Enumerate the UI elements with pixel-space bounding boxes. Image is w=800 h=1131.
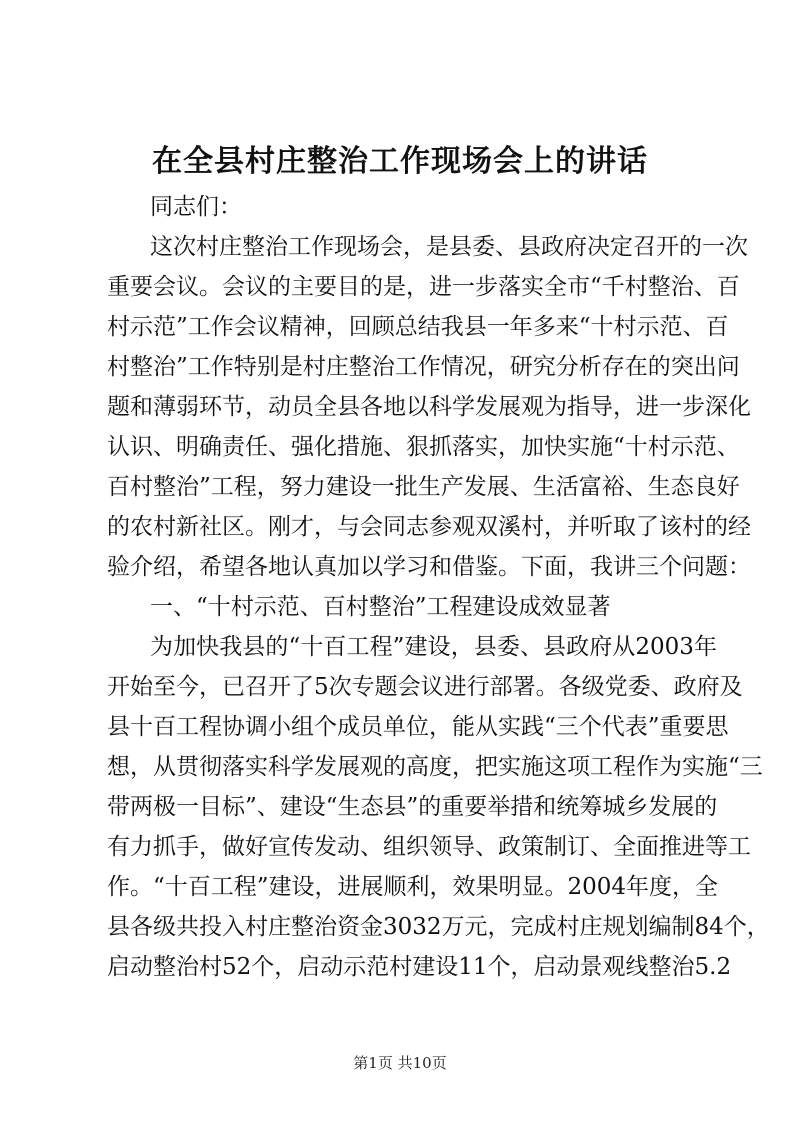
body-line: 有力抓手，做好宣传发动、组织领导、政策制订、全面推进等工 [107,834,751,860]
body-line: 想，从贯彻落实科学发展观的高度，把实施这项工程作为实施“三 [107,754,763,780]
body-line: 村示范”工作会议精神，回顾总结我县一年多来“十村示范、百 [107,314,729,340]
body-line: 这次村庄整治工作现场会，是县委、县政府决定召开的一次 [150,234,748,260]
body-line: 的农村新社区。刚才，与会同志参观双溪村，并听取了该村的经 [107,514,751,540]
page-footer: 第1页 共10页 [353,1054,447,1072]
body-line: 重要会议。会议的主要目的是，进一步落实全市“千村整治、百 [107,274,740,300]
body-line: 认识、明确责任、强化措施、狠抓落实，加快实施“十村示范、 [107,434,740,460]
document-title: 在全县村庄整治工作现场会上的讲话 [152,144,648,179]
body-line: 开始至今，已召开了5次专题会议进行部署。各级党委、政府及 [107,674,743,700]
body-line: 村整治”工作特别是村庄整治工作情况，研究分析存在的突出问 [107,354,740,380]
body-line: 县十百工程协调小组个成员单位，能从实践“三个代表”重要思 [107,714,729,740]
section-heading: 一、“十村示范、百村整治”工程建设成效显著 [150,594,611,620]
body-line: 作。“十百工程”建设，进展顺利，效果明显。2004年度，全 [107,874,719,900]
body-line: 验介绍，希望各地认真加以学习和借鉴。下面，我讲三个问题： [107,554,751,580]
body-line: 百村整治”工程，努力建设一批生产发展、生活富裕、生态良好 [107,474,740,500]
body-line: 带两极一目标”、建设“生态县”的重要举措和统筹城乡发展的 [107,794,718,820]
body-line: 县各级共投入村庄整治资金3032万元，完成村庄规划编制84个， [107,914,770,940]
body-line: 为加快我县的“十百工程”建设，县委、县政府从2003年 [150,634,717,660]
body-line: 题和薄弱环节，动员全县各地以科学发展观为指导，进一步深化 [107,394,751,420]
body-line: 启动整治村52个，启动示范村建设11个，启动景观线整治5.2 [107,954,732,980]
salutation-line: 同志们： [150,194,242,220]
